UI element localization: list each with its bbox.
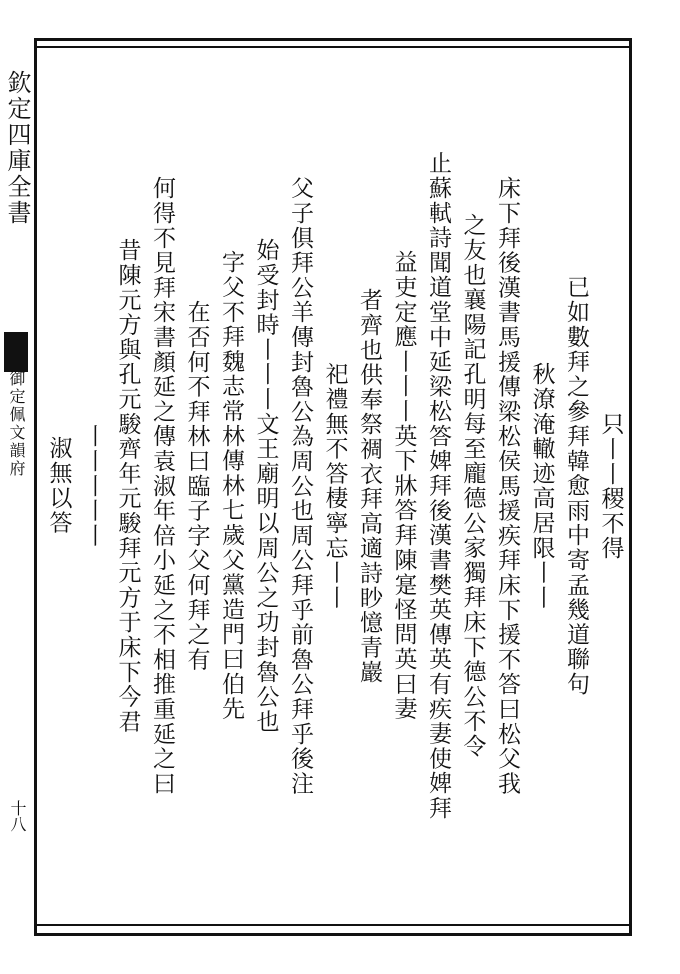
text-column: [76, 50, 110, 922]
book-title: 欽定四庫全書: [3, 70, 31, 226]
text-column: [42, 50, 76, 922]
column-text: 父子俱拜公羊傳封魯公為周公也周公拜乎前魯公拜乎後注: [287, 176, 313, 796]
column-text: 益吏定應丨丨丨英下牀答拜陳寔怪問英曰妻: [390, 250, 417, 722]
column-text: 床下拜後漢書馬援傳梁松侯馬援疾拜床下援不答曰松父我: [494, 176, 520, 796]
text-column: [145, 50, 179, 922]
text-column: [594, 50, 628, 922]
column-text: 之友也襄陽記孔明每至龐德公家獨拜床下德公不令: [459, 213, 486, 759]
column-text: 昔陳元方與孔元駿齊年元駿拜元方于床下今君: [114, 238, 141, 734]
column-text: 在否何不拜林曰臨子字父何拜之有: [183, 300, 210, 672]
text-column: [456, 50, 490, 922]
text-column: [318, 50, 352, 922]
column-text: 祀禮無不答棲寧忘丨丨: [321, 362, 348, 610]
column-text: 者齊也供奉祭禂衣拜高適詩眇憶青巖: [356, 287, 382, 685]
text-column: [525, 50, 559, 922]
text-column: [214, 50, 248, 922]
text-column: [283, 50, 317, 922]
column-text: 淑無以答: [45, 436, 72, 536]
bottom-rule: [34, 924, 632, 926]
volume-title: 御定佩文韻府: [7, 370, 26, 478]
text-column: [352, 50, 386, 922]
column-text: 止蘇軾詩聞道堂中延梁松答婢拜後漢書樊英傳英有疾妻使婢拜: [425, 151, 451, 821]
margin-column: [0, 40, 34, 934]
top-rule: [34, 46, 632, 48]
text-column: [249, 50, 283, 922]
text-column: [180, 50, 214, 922]
text-column: [111, 50, 145, 922]
text-column: [559, 50, 593, 922]
fishtail-mark: [4, 332, 28, 372]
page-number: 十八: [8, 800, 27, 832]
column-text: 何得不見拜宋書顏延之傳袁淑年倍小延之不相推重延之曰: [149, 176, 175, 796]
column-text: 字父不拜魏志常林傳林七歲父黨造門曰伯先: [218, 250, 244, 722]
column-text: 始受封時丨丨丨文王廟明以周公之功封魯公也: [252, 238, 279, 734]
column-text: 秋潦淹轍迹高居限丨丨: [528, 362, 555, 610]
column-text: 丨丨丨丨丨: [80, 424, 106, 548]
column-text: 只丨丨稷不得: [597, 411, 624, 561]
text-column: [421, 50, 455, 922]
text-column: [490, 50, 524, 922]
text-column: [387, 50, 421, 922]
column-text: 已如數拜之參拜韓愈雨中寄孟幾道聯句: [563, 275, 589, 697]
